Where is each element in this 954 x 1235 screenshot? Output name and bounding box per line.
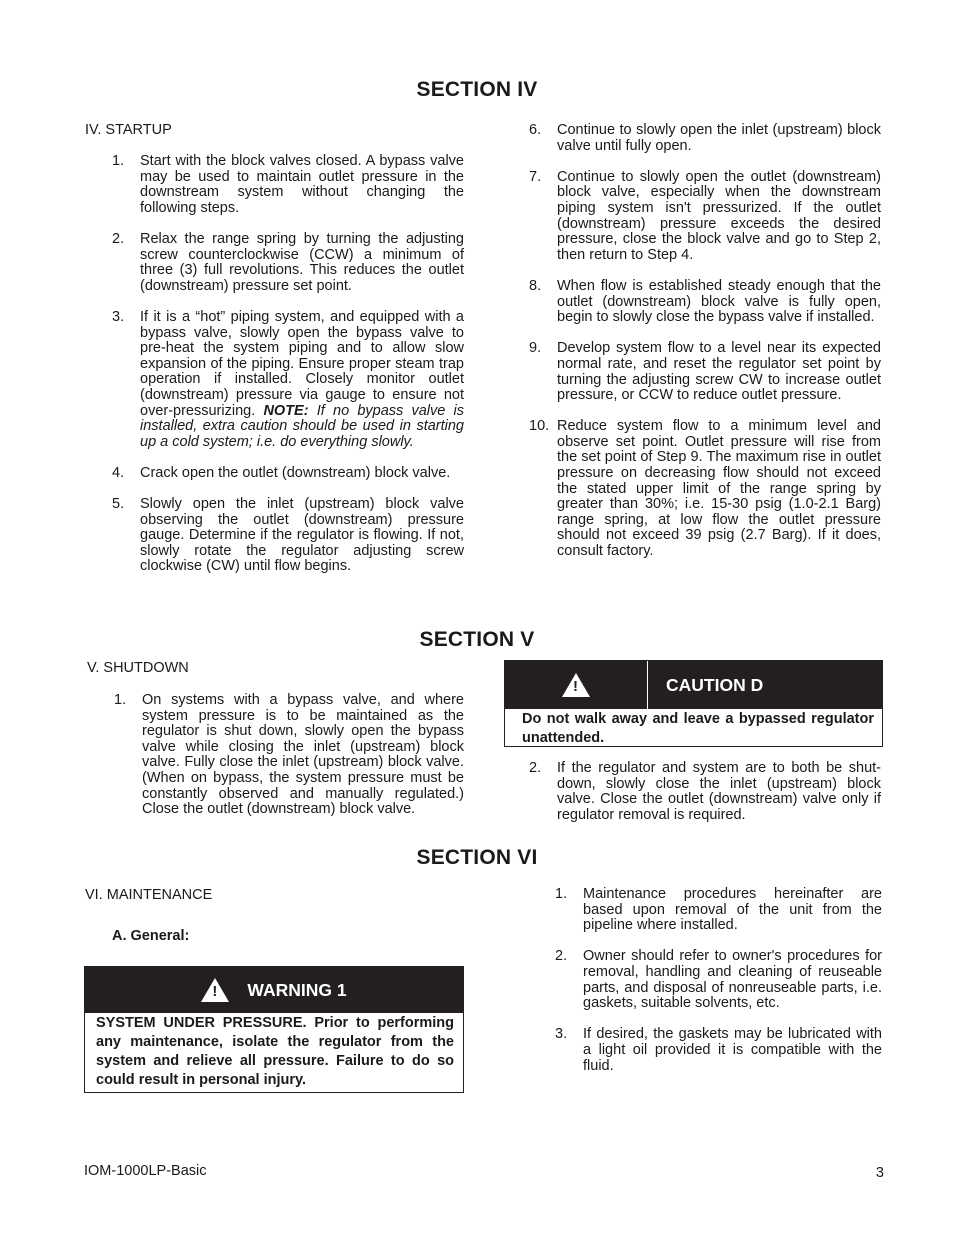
shutdown-right-column [529,761,881,839]
list-item: 3. If it is a “hot” piping system, and equipped with a bypass valve, slowly open the bypass valve to pre-heat the system piping and to allow slow expansion of the piping. Ensure proper steam trap operation if installed. Closely monitor outlet (downstream) pressure via gauge to ensure not over-pressurizing. NOTE: If no bypass valve is installed, extra caution should be used in starting up a cold system; i.e. do everything slowly. [112,308,464,450]
list-item: 2. Relax the range spring by turning the adjusting screw counterclockwise (CCW) a minimum of three (3) full revolutions. This reduces the outlet (downstream) pressure set point. [112,230,464,294]
list-item: 1. Start with the block valves closed. A bypass valve may be used to maintain outlet pressure in the downstream system without changing the following steps. [112,153,464,216]
caution-icon-cell [505,661,648,709]
list-item: 1. On systems with a bypass valve, and where system pressure is to be maintained as the regulator is shut down, slowly open the bypass valve while closing the inlet (upstream) block valve. Fully close the inlet (upstream) block valve. (When on bypass, the system pressure must be constantly observed and manually regulated.) Close the outlet (downstream) block valve. [114,692,464,818]
warning-header [85,967,463,1013]
list-item: 5. Slowly open the inlet (upstream) block valve observing the outlet (downstream) pressure gauge. Determine if the regulator is flowing. If not, slowly rotate the regulator adjusting screw clockwise (CW) until flow begins. [112,496,464,575]
list-item: 6. Continue to slowly open the inlet (upstream) block valve until fully open. [529,122,881,154]
warning-triangle-icon: ! [201,978,229,1002]
startup-heading: IV. STARTUP [85,122,172,138]
list-item: 9. Develop system flow to a level near its expected normal rate, and reset the regulator set point by turning the adjusting screw CW to increase outlet pressure, or CCW to reduce outlet pressure. [529,340,881,404]
warning-title: WARNING 1 [247,979,347,1000]
startup-left-column [112,154,464,591]
caution-title: CAUTION D [666,674,764,695]
list-item: 10. Reduce system flow to a minimum level and observe set point. Outlet pressure will rise from the set point of Step 9. The maximum rise in outlet pressure on decreasing flow should not exceed the stated upper limit of the range spring by greater than 30%; i.e. 15-30 psig (1.0-2.1 Barg) range spring, at low flow the outlet pressure should not exceed 39 psig (2.7 Barg). If it does, consult factory. [529,418,881,560]
caution-text: Do not walk away and leave a bypassed regulator unattended. [522,711,874,746]
section-vi-title: SECTION VI [416,846,538,869]
document-id: IOM-1000LP-Basic [84,1163,207,1179]
maintenance-heading: VI. MAINTENANCE [85,887,213,903]
list-item: 7. Continue to slowly open the outlet (downstream) block valve, especially when the downstream piping system isn't pressurized. If the outlet (downstream) pressure exceeds the desired pressure, close the block valve and go to Step 2, then return to Step 4. [529,168,881,263]
warning-text: SYSTEM UNDER PRESSURE. Prior to performing any maintenance, isolate the regulator from the system and relieve all pressure. Failure to do so could result in personal injury. [96,1015,454,1088]
list-item: 3. If desired, the gaskets may be lubricated with a light oil provided it is compatible with the fluid. [555,1026,882,1074]
section-v-title: SECTION V [419,628,535,651]
note-label: NOTE: [263,402,309,419]
shutdown-left-column [114,693,464,833]
shutdown-heading: V. SHUTDOWN [87,660,189,676]
list-item: 8. When flow is established steady enough that the outlet (downstream) block valve is fully open, begin to slowly close the bypass valve if installed. [529,277,881,326]
list-item: 4. Crack open the outlet (downstream) block valve. [112,464,451,481]
maintenance-right-column [555,887,882,1090]
general-subheading: A. General: [112,928,190,944]
list-item: 2. If the regulator and system are to both be shut-down, slowly close the inlet (upstream) block valve. Close the outlet (downstream) valve only if regulator removal is required. [529,760,881,823]
list-item: 1. Maintenance procedures hereinafter are based upon removal of the unit from the pipeline where installed. [555,886,882,934]
step-text: If it is a “hot” piping system, and equipped with a bypass valve, slowly open the bypass valve to pre-heat the system piping and to allow slow expansion of the piping. Ensure proper steam trap operation if installed. Closely monitor outlet (downstream) pressure via gauge to ensure not over-pressurizing. [140,308,464,419]
page-number: 3 [875,1165,884,1181]
section-iv-title: SECTION IV [416,78,538,101]
startup-right-column [529,123,881,575]
note-text: If no bypass valve is installed, extra caution should be used in starting up a cold system; i.e. do everything slowly. [140,402,464,450]
list-item: 2. Owner should refer to owner's procedures for removal, handling and cleaning of reuseable parts, and disposal of nonreuseable parts, i.e. gaskets, suitable solvents, etc. [555,948,882,1012]
caution-box [504,660,883,747]
warning-box [84,966,464,1093]
warning-triangle-icon: ! [562,673,590,697]
caution-header [505,661,882,709]
